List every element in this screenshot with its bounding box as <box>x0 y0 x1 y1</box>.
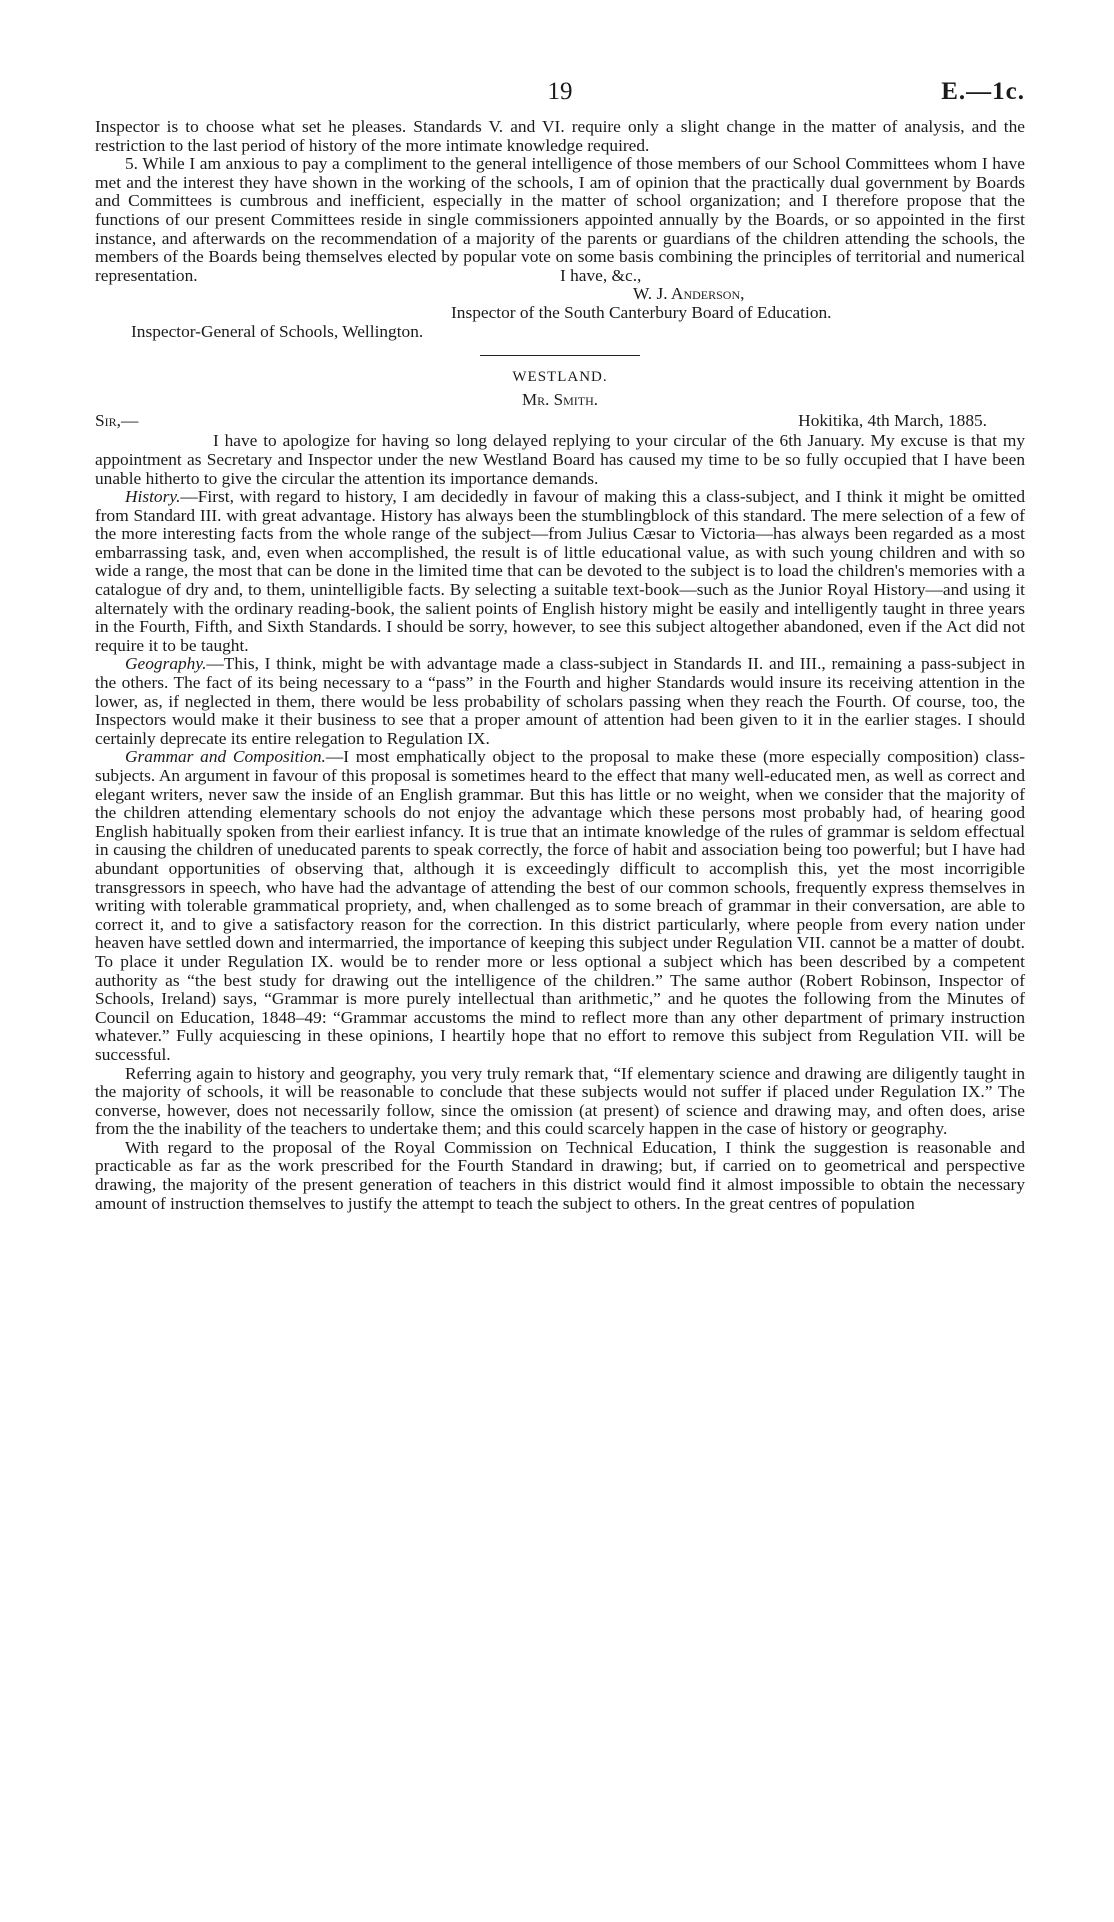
grammar-text: —I most emphatically object to the proposal to make these (more especially composition) class-subjects. An argument in favour of this proposal is sometimes heard to the effect that many well-educated men, as well as correct and elegant writers, never saw the inside of an English grammar. But this has little or no weight, when we consider that the majority of the children attending elementary schools do not enjoy the advantage which these persons most probably had, of hearing good English habitually spoken from their earliest infancy. It is true that an intimate knowledge of the rules of grammar is seldom effectual in causing the children of uneducated parents to speak correctly, the force of habit and association being too powerful; but I have had abundant opportunities of observing that, although it is exceedingly difficult to accomplish this, yet the most incorrigible transgressors in speech, who have had the advantage of attending the best of our common schools, frequently express themselves in writing with tolerable grammatical propriety, and, when challenged as to some breach of grammar in their conversation, are able to correct it, and to give a satisfactory reason for the correction. In this district particularly, where people from every nation under heaven have settled down and intermarried, the importance of keeping this subject under Regulation VII. cannot be a matter of doubt. To place it under Regulation IX. would be to render more or less optional a subject which has been described by a competent authority as “the best study for drawing out the intelligence of the children.” The same author (Robert Robinson, Inspector of Schools, Ireland) says, “Grammar is more purely intellectual than arithmetic,” and he quotes the following from the Minutes of Council on Education, 1848–49: “Grammar accustoms the mind to reflect more than any other department of primary instruction whatever.” Fully acquiescing in these opinions, I heartily hope that no effort to remove this subject from Regulation VII. will be successful. <box>95 747 1025 1064</box>
salutation: Sir,— <box>95 411 139 431</box>
history-text: —First, with regard to history, I am decidedly in favour of making this a class-subject, and I think it might be omitted from Standard III. with great advantage. History has always been the stumblingblock of this standard. The mere selection of a few of the more interesting facts from the whole range of the subject—from Julius Cæsar to Victoria—has always been regarded as a most embarrassing task, and, even when accomplished, the result is of little educational value, as with such young children and with so wide a range, the most that can be done in the limited time that can be devoted to the subject is to load the children's memories with a catalogue of dry and, to them, unintelligible facts. By selecting a suitable text-book—such as the Junior Royal History—and using it alternately with the ordinary reading-book, the salient points of English history might be easily and intelligently taught in three years in the Fourth, Fifth, and Sixth Standards. I should be sorry, however, to see this subject altogether abandoned, even if the Act did not require it to be taught. <box>95 487 1025 655</box>
page-number: 19 <box>547 78 573 105</box>
salutation-row <box>95 412 1025 432</box>
section-divider <box>480 355 640 356</box>
section-author: Mr. Smith. <box>522 389 598 409</box>
signatory-title: Inspector of the South Canterbury Board of Education. <box>451 302 832 322</box>
document-page <box>95 78 1025 1213</box>
intro-paragraph: I have to apologize for having so long delayed replying to your circular of the 6th January. My excuse is that my appointment as Secretary and Inspector under the new Westland Board has caused my time to be so fully occupied that I have been unable hitherto to give the circular the attention its importance demands. <box>95 431 1025 488</box>
history-heading: History. <box>125 487 181 507</box>
closing-line: I have, &c., <box>560 265 642 285</box>
report-body <box>95 118 1025 1213</box>
referring-paragraph: Referring again to history and geography, you very truly remark that, “If elementary science and drawing are diligently taught in the majority of schools, it will be reasonable to conclude that these subjects would not suffer if placed under Regulation IX.” The converse, however, does not necessarily follow, since the omission (at present) of science and drawing may, and often does, arise from the the inability of the teachers to undertake them; and this could scarcely happen in the case of history or geography. <box>95 1063 1025 1139</box>
document-reference: E.—1c. <box>941 78 1025 105</box>
dateline: Hokitika, 4th March, 1885. <box>798 411 987 431</box>
paragraph-continued: Inspector is to choose what set he pleases. Standards V. and VI. require only a slight change in the matter of analysis, and the restriction to the last period of history of the more intimate knowledge required. <box>95 117 1025 155</box>
page-header <box>95 78 1025 118</box>
signature-block <box>95 267 1025 341</box>
history-paragraph <box>95 488 1025 655</box>
geography-paragraph <box>95 655 1025 748</box>
geography-text: —This, I think, might be with advantage made a class-subject in Standards II. and III., remaining a pass-subject in the others. The fact of its being necessary to a “pass” in the Fourth and higher Standards would insure its receiving attention in the lower, as, if neglected in them, there would be less probability of scholars passing when they reach the Fourth. Of course, too, the Inspectors would make it their business to see that a proper amount of attention had been given to it in the earlier stages. I should certainly deprecate its entire relegation to Regulation IX. <box>95 654 1025 748</box>
grammar-heading: Grammar and Composition. <box>125 747 326 767</box>
paragraph-5: 5. While I am anxious to pay a compliment to the general intelligence of those members of our School Committees whom I have met and the interest they have shown in the working of the schools, I am of opinion that the practically dual government by Boards and Committees is cumbrous and inefficient, especially in the matter of school organization; and I therefore propose that the functions of our present Committees reside in single commissioners appointed annually by the Boards, or so appointed in the first instance, and afterwards on the recommendation of a majority of the parents or guardians of the children attending the schools, the members of the Boards being themselves elected by popular vote on some basis combining the principles of territorial and numerical representation. <box>95 154 1025 285</box>
region-title: WESTLAND. <box>512 369 608 386</box>
addressee: Inspector-General of Schools, Wellington. <box>131 321 424 341</box>
signatory-name: W. J. Anderson, <box>633 284 745 304</box>
grammar-paragraph <box>95 748 1025 1064</box>
royal-commission-paragraph: With regard to the proposal of the Royal Commission on Technical Education, I think the suggestion is reasonable and practicable as far as the work prescribed for the Fourth Standard in drawing; but, if carried on to geometrical and perspective drawing, the majority of the present generation of teachers in this district would find it almost impossible to obtain the necessary amount of instruction themselves to justify the attempt to teach the subject to others. In the great centres of population <box>95 1137 1025 1213</box>
geography-heading: Geography. <box>125 654 207 674</box>
